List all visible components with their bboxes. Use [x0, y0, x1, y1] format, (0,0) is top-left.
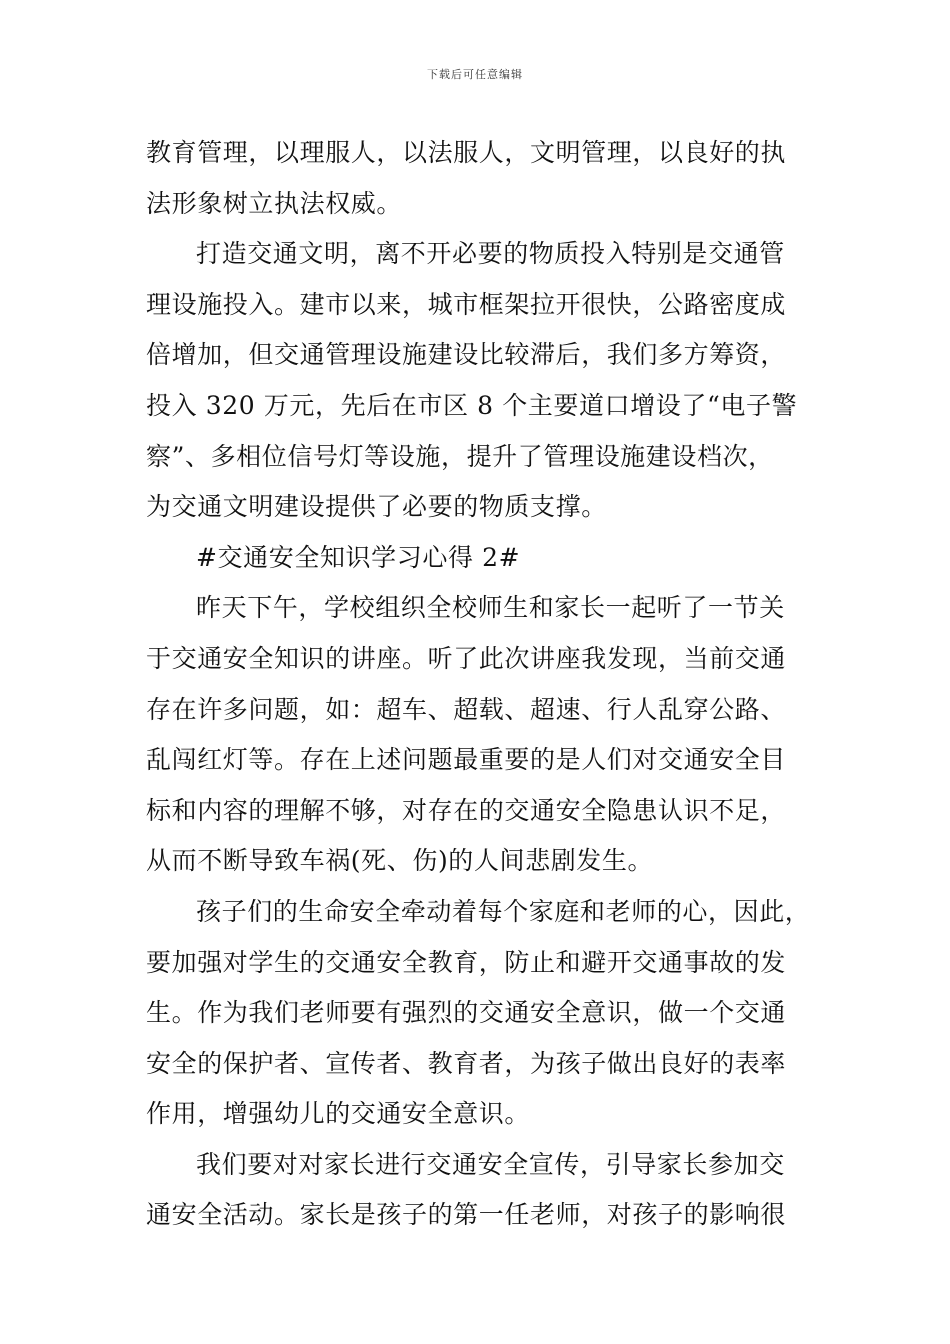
text-line: 要加强对学生的交通安全教育，防止和避开交通事故的发: [146, 947, 787, 977]
text-line: 安全的保护者、宣传者、教育者，为孩子做出良好的表率: [146, 1048, 787, 1078]
text-line: 乱闯红灯等。存在上述问题最重要的是人们对交通安全目: [146, 745, 787, 775]
text-line: 理设施投入。建市以来，城市框架拉开很快，公路密度成: [146, 289, 787, 319]
text-line: 打造交通文明，离不开必要的物质投入特别是交通管: [196, 239, 785, 269]
text-line: 我们要对对家长进行交通安全宣传，引导家长参加交: [196, 1149, 785, 1179]
text-line: 孩子们的生命安全牵动着每个家庭和老师的心，因此，: [196, 896, 811, 926]
text-line: 教育管理，以理服人，以法服人，文明管理，以良好的执: [146, 138, 787, 167]
text-line: 生。作为我们老师要有强烈的交通安全意识，做一个交通: [146, 998, 787, 1028]
text-line: 投入 320 万元，先后在市区 8 个主要道口增设了“电子警: [146, 390, 798, 420]
page-header: 下载后可任意编辑: [427, 68, 523, 81]
text-line: #交通安全知识学习心得 2#: [196, 542, 521, 572]
text-line: 于交通安全知识的讲座。听了此次讲座我发现，当前交通: [146, 643, 787, 673]
text-line: 倍增加，但交通管理设施建设比较滞后，我们多方筹资，: [146, 340, 787, 370]
text-line: 标和内容的理解不够，对存在的交通安全隐患认识不足，: [146, 795, 787, 825]
text-line: 察”、多相位信号灯等设施，提升了管理设施建设档次，: [146, 441, 774, 471]
text-line: 作用，增强幼儿的交通安全意识。: [146, 1099, 531, 1129]
document-body: [146, 128, 826, 1241]
text-line: 法形象树立执法权威。: [146, 188, 403, 218]
text-line: 存在许多问题，如：超车、超载、超速、行人乱穿公路、: [146, 694, 787, 724]
text-line: 通安全活动。家长是孩子的第一任老师，对孩子的影响很: [146, 1200, 787, 1230]
text-line: 昨天下午，学校组织全校师生和家长一起听了一节关: [196, 593, 785, 623]
text-line: 从而不断导致车祸(死、伤)的人间悲剧发生。: [146, 846, 654, 876]
text-line: 为交通文明建设提供了必要的物质支撑。: [146, 492, 607, 522]
